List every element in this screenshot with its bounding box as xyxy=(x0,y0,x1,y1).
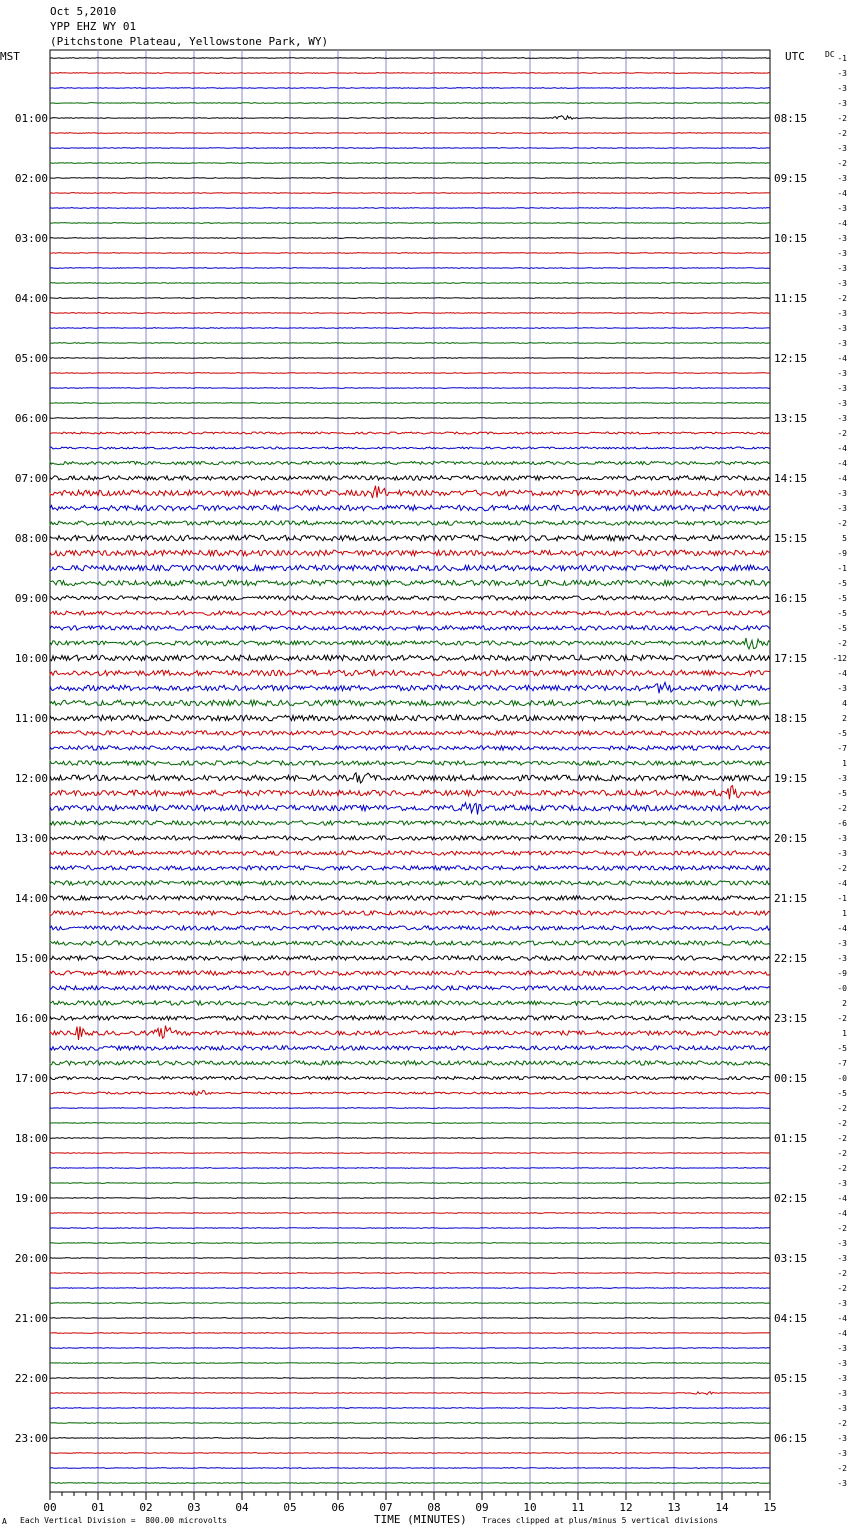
right-hour-label: 05:15 xyxy=(774,1372,808,1385)
left-hour-label: 07:00 xyxy=(14,472,48,485)
dc-offset-label: -2 xyxy=(837,1164,847,1173)
dc-offset-label: -4 xyxy=(837,1329,847,1338)
seismic-trace xyxy=(50,1123,770,1124)
dc-offset-label: -2 xyxy=(837,1104,847,1113)
seismic-trace xyxy=(50,268,770,269)
dc-offset-label: -5 xyxy=(837,1089,847,1098)
dc-offset-label: -3 xyxy=(837,489,847,498)
dc-offset-label: -7 xyxy=(837,744,847,753)
dc-offset-label: -3 xyxy=(837,1479,847,1488)
seismic-trace xyxy=(50,550,770,556)
seismic-trace xyxy=(50,1168,770,1169)
dc-offset-label: -3 xyxy=(837,1254,847,1263)
seismic-trace xyxy=(50,1288,770,1289)
seismic-trace xyxy=(50,1061,770,1065)
dc-offset-label: 2 xyxy=(842,714,847,723)
x-tick-label: 08 xyxy=(427,1501,441,1514)
dc-offset-label: -3 xyxy=(837,1344,847,1353)
dc-offset-label: -3 xyxy=(837,369,847,378)
seismic-trace xyxy=(50,731,770,735)
seismic-trace xyxy=(50,58,770,59)
right-hour-label: 03:15 xyxy=(774,1252,808,1265)
left-hour-label: 15:00 xyxy=(14,952,48,965)
seismic-trace xyxy=(50,358,770,359)
dc-offset-label: -2 xyxy=(837,114,847,123)
left-hour-label: 16:00 xyxy=(14,1012,48,1025)
dc-offset-label: -2 xyxy=(837,804,847,813)
left-hour-label: 17:00 xyxy=(14,1072,48,1085)
seismic-trace xyxy=(50,896,770,900)
dc-offset-label: -2 xyxy=(837,1149,847,1158)
seismic-trace xyxy=(50,298,770,299)
dc-offset-label: -0 xyxy=(837,984,847,993)
seismic-trace xyxy=(50,283,770,284)
seismic-trace xyxy=(50,373,770,374)
dc-offset-label: -2 xyxy=(837,864,847,873)
dc-offset-label: -3 xyxy=(837,174,847,183)
seismic-trace xyxy=(50,1468,770,1469)
left-hour-label: 21:00 xyxy=(14,1312,48,1325)
x-axis-label: TIME (MINUTES) xyxy=(374,1513,467,1526)
dc-offset-label: -5 xyxy=(837,729,847,738)
seismic-trace xyxy=(50,343,770,344)
dc-offset-label: -4 xyxy=(837,219,847,228)
dc-offset-label: -3 xyxy=(837,834,847,843)
seismic-trace xyxy=(50,133,770,134)
x-tick-label: 10 xyxy=(523,1501,537,1514)
left-hour-label: 20:00 xyxy=(14,1252,48,1265)
seismic-trace xyxy=(50,580,770,586)
plot-frame xyxy=(50,50,770,1492)
x-tick-label: 14 xyxy=(715,1501,729,1514)
seismic-trace xyxy=(50,461,770,464)
seismic-trace xyxy=(50,1213,770,1214)
seismic-trace xyxy=(50,208,770,209)
left-hour-label: 08:00 xyxy=(14,532,48,545)
dc-offset-label: -2 xyxy=(837,639,847,648)
seismic-trace xyxy=(50,971,770,975)
seismic-trace xyxy=(50,1378,770,1379)
dc-offset-label: -12 xyxy=(832,654,847,663)
x-tick-label: 00 xyxy=(43,1501,57,1514)
dc-offset-label: -4 xyxy=(837,1194,847,1203)
x-tick-label: 07 xyxy=(379,1501,393,1514)
dc-offset-label: -5 xyxy=(837,609,847,618)
seismic-trace xyxy=(50,1198,770,1199)
dc-offset-label: -2 xyxy=(837,1419,847,1428)
seismic-trace xyxy=(50,432,770,434)
dc-offset-label: -3 xyxy=(837,1374,847,1383)
seismic-trace xyxy=(50,103,770,104)
seismic-trace xyxy=(50,223,770,224)
x-tick-label: 13 xyxy=(667,1501,681,1514)
right-hour-label: 15:15 xyxy=(774,532,808,545)
clip-note: Traces clipped at plus/minus 5 vertical divisions xyxy=(482,1516,719,1525)
dc-offset-label: -2 xyxy=(837,429,847,438)
seismic-trace xyxy=(50,328,770,329)
seismic-trace xyxy=(50,418,770,419)
dc-offset-label: 1 xyxy=(842,1029,847,1038)
left-hour-label: 13:00 xyxy=(14,832,48,845)
left-hour-label: 03:00 xyxy=(14,232,48,245)
seismic-trace xyxy=(50,746,770,750)
seismic-trace xyxy=(50,1153,770,1154)
right-hour-label: 01:15 xyxy=(774,1132,808,1145)
dc-offset-label: -4 xyxy=(837,879,847,888)
dc-offset-label: 5 xyxy=(842,534,847,543)
right-hour-label: 04:15 xyxy=(774,1312,808,1325)
seismic-trace xyxy=(50,313,770,314)
seismic-trace xyxy=(50,1483,770,1484)
right-hour-label: 22:15 xyxy=(774,952,808,965)
seismic-trace xyxy=(50,1076,770,1079)
dc-offset-label: -2 xyxy=(837,1269,847,1278)
dc-offset-label: -3 xyxy=(837,249,847,258)
dc-offset-label: -2 xyxy=(837,1014,847,1023)
seismic-trace xyxy=(50,1273,770,1274)
dc-offset-label: -3 xyxy=(837,504,847,513)
seismic-trace xyxy=(50,148,770,149)
seismic-trace xyxy=(50,521,770,525)
dc-offset-label: -3 xyxy=(837,939,847,948)
seismic-trace xyxy=(50,655,770,661)
seismic-trace xyxy=(50,1438,770,1439)
right-hour-label: 12:15 xyxy=(774,352,808,365)
dc-offset-label: -3 xyxy=(837,1179,847,1188)
dc-offset-label: -3 xyxy=(837,384,847,393)
right-hour-label: 23:15 xyxy=(774,1012,808,1025)
dc-offset-label: -5 xyxy=(837,579,847,588)
dc-offset-label: -4 xyxy=(837,474,847,483)
x-tick-label: 09 xyxy=(475,1501,489,1514)
seismic-trace xyxy=(50,1243,770,1244)
x-tick-label: 02 xyxy=(139,1501,153,1514)
dc-offset-label: -3 xyxy=(837,414,847,423)
left-hour-label: 09:00 xyxy=(14,592,48,605)
dc-offset-label: -3 xyxy=(837,399,847,408)
dc-offset-label: -3 xyxy=(837,1404,847,1413)
dc-offset-label: -2 xyxy=(837,1119,847,1128)
right-hour-label: 18:15 xyxy=(774,712,808,725)
right-hour-label: 09:15 xyxy=(774,172,808,185)
dc-offset-label: -4 xyxy=(837,1314,847,1323)
dc-offset-label: -2 xyxy=(837,1224,847,1233)
left-hour-label: 19:00 xyxy=(14,1192,48,1205)
seismic-trace xyxy=(50,700,770,706)
seismic-trace xyxy=(50,821,770,825)
x-tick-label: 15 xyxy=(763,1501,777,1514)
dc-offset-label: -3 xyxy=(837,849,847,858)
dc-offset-label: -4 xyxy=(837,354,847,363)
footer-mark: A xyxy=(2,1517,7,1526)
seismic-trace xyxy=(50,116,770,120)
dc-offset-label: -2 xyxy=(837,519,847,528)
seismic-trace xyxy=(50,178,770,179)
seismic-trace xyxy=(50,1258,770,1259)
seismic-trace xyxy=(50,761,770,765)
dc-offset-label: -3 xyxy=(837,1239,847,1248)
seismic-trace xyxy=(50,773,770,783)
seismic-trace xyxy=(50,926,770,930)
dc-offset-label: -3 xyxy=(837,1359,847,1368)
left-hour-label: 05:00 xyxy=(14,352,48,365)
seismic-trace xyxy=(50,1001,770,1005)
dc-offset-label: 1 xyxy=(842,909,847,918)
x-tick-label: 11 xyxy=(571,1501,585,1514)
x-tick-label: 12 xyxy=(619,1501,633,1514)
dc-offset-label: -2 xyxy=(837,129,847,138)
left-hour-label: 02:00 xyxy=(14,172,48,185)
dc-offset-label: -4 xyxy=(837,924,847,933)
dc-offset-label: -3 xyxy=(837,774,847,783)
seismic-trace xyxy=(50,1423,770,1424)
dc-offset-label: -1 xyxy=(837,54,847,63)
seismic-trace xyxy=(50,1228,770,1229)
seismic-trace xyxy=(50,447,770,449)
dc-offset-label: -4 xyxy=(837,1209,847,1218)
dc-offset-label: -2 xyxy=(837,1284,847,1293)
seismic-trace xyxy=(50,803,770,815)
left-hour-label: 06:00 xyxy=(14,412,48,425)
dc-offset-label: -3 xyxy=(837,144,847,153)
seismic-trace xyxy=(50,911,770,915)
seismic-trace xyxy=(50,238,770,239)
left-hour-label: 22:00 xyxy=(14,1372,48,1385)
left-hour-label: 14:00 xyxy=(14,892,48,905)
dc-offset-label: -5 xyxy=(837,789,847,798)
right-hour-label: 11:15 xyxy=(774,292,808,305)
dc-offset-label: -3 xyxy=(837,84,847,93)
dc-offset-label: -3 xyxy=(837,99,847,108)
dc-offset-label: 2 xyxy=(842,999,847,1008)
seismic-trace xyxy=(50,670,770,676)
dc-offset-label: -5 xyxy=(837,594,847,603)
dc-offset-label: -3 xyxy=(837,339,847,348)
dc-offset-label: 4 xyxy=(842,699,847,708)
x-tick-label: 01 xyxy=(91,1501,105,1514)
dc-offset-label: -3 xyxy=(837,309,847,318)
dc-header-label: DC xyxy=(825,50,835,59)
right-hour-label: 10:15 xyxy=(774,232,808,245)
right-hour-label: 16:15 xyxy=(774,592,808,605)
right-hour-label: 13:15 xyxy=(774,412,808,425)
dc-offset-label: -9 xyxy=(837,549,847,558)
seismic-trace xyxy=(50,715,770,721)
seismic-trace xyxy=(50,1108,770,1109)
seismic-trace xyxy=(50,638,770,649)
seismic-trace xyxy=(50,596,770,600)
left-hour-label: 12:00 xyxy=(14,772,48,785)
left-hour-label: 04:00 xyxy=(14,292,48,305)
dc-offset-label: -5 xyxy=(837,1044,847,1053)
dc-offset-label: -3 xyxy=(837,324,847,333)
seismic-trace xyxy=(50,1333,770,1334)
seismic-trace xyxy=(50,476,770,480)
seismic-trace xyxy=(50,941,770,945)
left-hour-label: 11:00 xyxy=(14,712,48,725)
seismic-trace xyxy=(50,1408,770,1409)
seismic-trace xyxy=(50,1363,770,1364)
seismic-trace xyxy=(50,1090,770,1095)
dc-offset-label: -3 xyxy=(837,1434,847,1443)
dc-offset-label: -4 xyxy=(837,669,847,678)
seismic-trace xyxy=(50,1183,770,1184)
seismic-trace xyxy=(50,505,770,511)
dc-offset-label: -5 xyxy=(837,624,847,633)
dc-offset-label: -4 xyxy=(837,459,847,468)
dc-offset-label: -7 xyxy=(837,1059,847,1068)
dc-offset-label: -3 xyxy=(837,1299,847,1308)
seismic-trace xyxy=(50,1026,770,1040)
seismic-trace xyxy=(50,535,770,541)
x-tick-label: 04 xyxy=(235,1501,249,1514)
seismic-trace xyxy=(50,73,770,74)
dc-offset-label: -3 xyxy=(837,204,847,213)
seismic-trace xyxy=(50,1303,770,1304)
x-tick-label: 03 xyxy=(187,1501,201,1514)
scale-note: Each Vertical Division = 800.00 microvolts xyxy=(20,1516,228,1525)
dc-offset-label: -0 xyxy=(837,1074,847,1083)
dc-offset-label: -2 xyxy=(837,1134,847,1143)
seismic-trace xyxy=(50,1318,770,1319)
x-tick-label: 05 xyxy=(283,1501,297,1514)
seismic-trace xyxy=(50,388,770,389)
dc-offset-label: -3 xyxy=(837,1389,847,1398)
seismic-trace xyxy=(50,1046,770,1050)
right-hour-label: 06:15 xyxy=(774,1432,808,1445)
dc-offset-label: -1 xyxy=(837,894,847,903)
dc-offset-label: -2 xyxy=(837,294,847,303)
dc-offset-label: -1 xyxy=(837,564,847,573)
left-hour-label: 10:00 xyxy=(14,652,48,665)
right-timezone-label: UTC xyxy=(785,50,805,63)
dc-offset-label: -3 xyxy=(837,1449,847,1458)
station-location: (Pitchstone Plateau, Yellowstone Park, WY) xyxy=(50,35,329,48)
right-hour-label: 21:15 xyxy=(774,892,808,905)
right-hour-label: 14:15 xyxy=(774,472,808,485)
left-hour-label: 18:00 xyxy=(14,1132,48,1145)
dc-offset-label: -9 xyxy=(837,969,847,978)
seismic-trace xyxy=(50,611,770,615)
seismic-trace xyxy=(50,956,770,960)
seismic-trace xyxy=(50,163,770,164)
seismic-trace xyxy=(50,565,770,571)
right-hour-label: 20:15 xyxy=(774,832,808,845)
right-hour-label: 08:15 xyxy=(774,112,808,125)
right-hour-label: 02:15 xyxy=(774,1192,808,1205)
seismic-trace xyxy=(50,1138,770,1139)
seismic-trace xyxy=(50,986,770,990)
dc-offset-label: -3 xyxy=(837,234,847,243)
seismic-trace xyxy=(50,486,770,498)
dc-offset-label: -2 xyxy=(837,1464,847,1473)
dc-offset-label: -6 xyxy=(837,819,847,828)
seismic-trace xyxy=(50,682,770,693)
right-hour-label: 19:15 xyxy=(774,772,808,785)
left-hour-label: 01:00 xyxy=(14,112,48,125)
seismic-trace xyxy=(50,1348,770,1349)
dc-offset-label: -4 xyxy=(837,444,847,453)
dc-offset-label: -4 xyxy=(837,189,847,198)
seismic-trace xyxy=(50,866,770,870)
left-timezone-label: MST xyxy=(0,50,20,63)
chart-date: Oct 5,2010 xyxy=(50,5,117,18)
seismic-trace xyxy=(50,88,770,89)
right-hour-label: 17:15 xyxy=(774,652,808,665)
seismic-trace xyxy=(50,626,770,630)
dc-offset-label: 1 xyxy=(842,759,847,768)
seismic-trace xyxy=(50,786,770,799)
seismic-trace xyxy=(50,403,770,404)
seismic-trace xyxy=(50,881,770,885)
seismic-trace xyxy=(50,836,770,840)
seismic-trace xyxy=(50,1392,770,1395)
dc-offset-label: -2 xyxy=(837,159,847,168)
station-code: YPP EHZ WY 01 xyxy=(50,20,137,33)
seismic-trace xyxy=(50,193,770,194)
dc-offset-label: -3 xyxy=(837,684,847,693)
seismic-trace xyxy=(50,253,770,254)
dc-offset-label: -3 xyxy=(837,264,847,273)
seismic-trace xyxy=(50,1016,770,1020)
dc-offset-label: -3 xyxy=(837,279,847,288)
seismic-trace xyxy=(50,851,770,855)
right-hour-label: 00:15 xyxy=(774,1072,808,1085)
dc-offset-label: -3 xyxy=(837,954,847,963)
left-hour-label: 23:00 xyxy=(14,1432,48,1445)
seismic-trace xyxy=(50,1453,770,1454)
x-tick-label: 06 xyxy=(331,1501,345,1514)
dc-offset-label: -3 xyxy=(837,69,847,78)
